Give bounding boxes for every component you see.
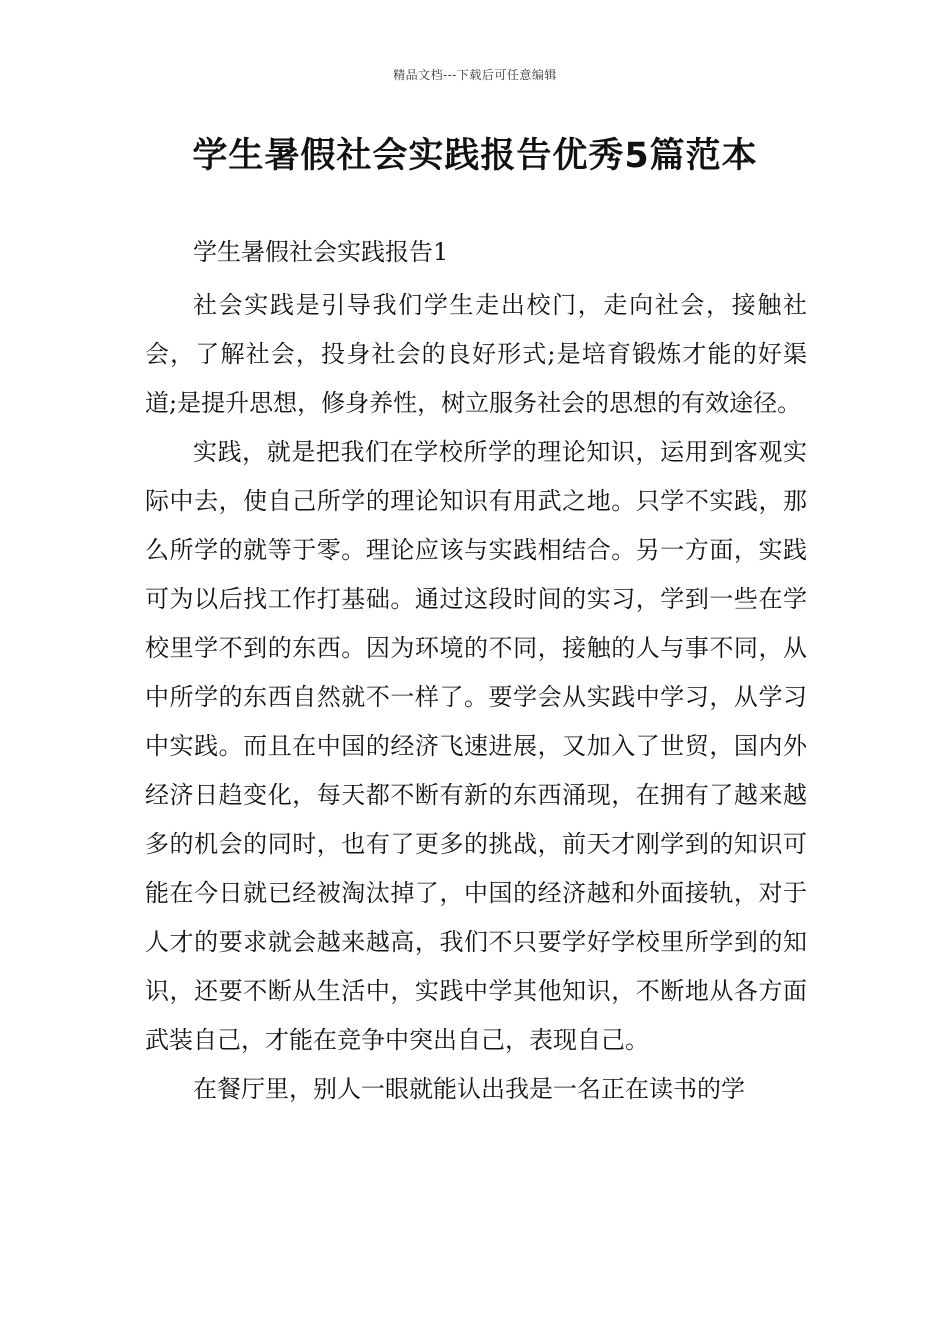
paragraph-3: 在餐厅里，别人一眼就能认出我是一名正在读书的学	[193, 1075, 745, 1103]
paragraph-2: 实践，就是把我们在学校所学的理论知识，运用到客观实际中去，使自己所学的理论知识有用武之地。只学不实践，那么所学的就等于零。理论应该与实践相结合。另一方面，实践可为以后找工作打基础。通过这段时间的实习，学到一些在学校里学不到的东西。因为环境的不同，接触的人与事不同，从中所学的东西自然就不一样了。要学会从实践中学习，从学习中实践。而且在中国的经济飞速进展，又加入了世贸，国内外经济日趋变化，每天都不断有新的东西涌现，在拥有了越来越多的机会的同时，也有了更多的挑战，前天才刚学到的知识可能在今日就已经被淘汰掉了，中国的经济越和外面接轨，对于人才的要求就会越来越高，我们不只要学好学校里所学到的知识，还要不断从生活中，实践中学其他知识，不断地从各方面武装自己，才能在竞争中突出自己，表现自己。	[145, 438, 807, 1054]
document-body	[145, 228, 807, 1114]
section-heading: 学生暑假社会实践报告1	[193, 238, 449, 266]
header-note: 精品文档---下载后可任意编辑	[393, 68, 557, 82]
paragraph-1: 社会实践是引导我们学生走出校门，走向社会，接触社会，了解社会，投身社会的良好形式;是培育锻炼才能的好渠道;是提升思想，修身养性，树立服务社会的思想的有效途径。	[145, 291, 807, 417]
document-title: 学生暑假社会实践报告优秀5篇范本	[192, 136, 758, 176]
